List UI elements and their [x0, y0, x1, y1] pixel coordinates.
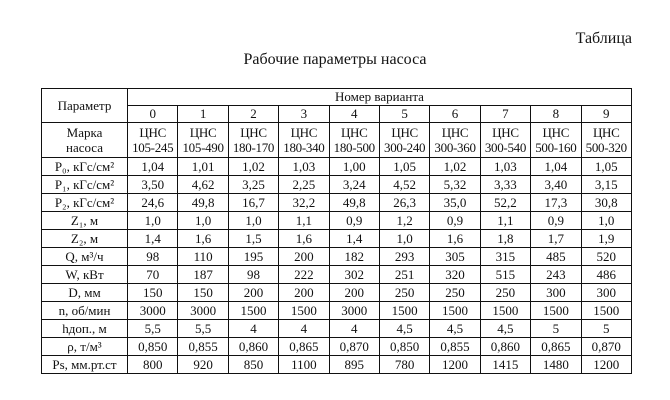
brand-cell	[379, 123, 429, 158]
variant-number-cell: 8	[531, 106, 581, 123]
table-cell: 0,860	[480, 338, 530, 356]
table-cell: 0,865	[279, 338, 329, 356]
table-cell: 3,33	[480, 176, 530, 194]
table-cell: 520	[581, 248, 631, 266]
table-cell: 98	[228, 266, 278, 284]
table-cell: 1,02	[228, 158, 278, 176]
brand-model: 300-360	[434, 140, 476, 155]
brand-prefix: ЦНС	[592, 125, 620, 140]
row-label: ρ, т/м³	[42, 338, 128, 356]
brand-model: 105-490	[182, 140, 224, 155]
table-cell: 0,870	[329, 338, 379, 356]
table-cell: 4	[279, 320, 329, 338]
table-cell: 0,860	[228, 338, 278, 356]
table-cell: 0,870	[581, 338, 631, 356]
table-cell: 0,9	[531, 212, 581, 230]
table-cell: 293	[379, 248, 429, 266]
table-cell: 0,850	[379, 338, 429, 356]
table-cell: 200	[279, 284, 329, 302]
table-cell: 250	[480, 284, 530, 302]
variant-number-cell: 5	[379, 106, 429, 123]
table-label: Таблица	[575, 30, 632, 47]
table-cell: 2,25	[279, 176, 329, 194]
table-cell: 200	[228, 284, 278, 302]
table-cell: 222	[279, 266, 329, 284]
table-cell: 49,8	[329, 194, 379, 212]
variant-number-cell: 7	[480, 106, 530, 123]
table-cell: 895	[329, 356, 379, 374]
table-cell: 1,00	[329, 158, 379, 176]
table-cell: 3000	[329, 302, 379, 320]
table-cell: 0,855	[178, 338, 228, 356]
table-cell: 4,62	[178, 176, 228, 194]
table-cell: 1,6	[178, 230, 228, 248]
table-cell: 150	[128, 284, 178, 302]
table-cell: 250	[430, 284, 480, 302]
table-cell: 70	[128, 266, 178, 284]
table-cell: 3,40	[531, 176, 581, 194]
table-cell: 250	[379, 284, 429, 302]
variant-number-cell: 1	[178, 106, 228, 123]
table-cell: 1500	[279, 302, 329, 320]
table-cell: 17,3	[531, 194, 581, 212]
table-cell: 1,8	[480, 230, 530, 248]
table-cell: 3000	[128, 302, 178, 320]
table-cell: 1,04	[531, 158, 581, 176]
table-cell: 16,7	[228, 194, 278, 212]
table-cell: 0,9	[430, 212, 480, 230]
table-cell: 35,0	[430, 194, 480, 212]
row-label: P₁, кГс/см²	[42, 176, 128, 194]
brand-label-line2: насоса	[65, 140, 104, 155]
table-cell: 0,9	[329, 212, 379, 230]
table-row	[42, 356, 632, 374]
table-cell: 800	[128, 356, 178, 374]
table-cell: 200	[279, 248, 329, 266]
table-cell: 1,04	[128, 158, 178, 176]
table-cell: 1500	[228, 302, 278, 320]
table-cell: 4,5	[379, 320, 429, 338]
table-cell: 1,03	[480, 158, 530, 176]
brand-model: 300-240	[384, 140, 426, 155]
variant-number-cell: 3	[279, 106, 329, 123]
table-cell: 1,05	[581, 158, 631, 176]
table-cell: 182	[329, 248, 379, 266]
table-cell: 52,2	[480, 194, 530, 212]
table-cell: 780	[379, 356, 429, 374]
table-cell: 1,4	[329, 230, 379, 248]
brand-prefix: ЦНС	[441, 125, 469, 140]
brand-model: 180-170	[232, 140, 275, 155]
variant-number-cell: 9	[581, 106, 631, 123]
table-cell: 150	[178, 284, 228, 302]
table-row	[42, 194, 632, 212]
table-cell: 243	[531, 266, 581, 284]
brand-model: 105-245	[132, 140, 174, 155]
table-cell: 3,25	[228, 176, 278, 194]
table-cell: 3,50	[128, 176, 178, 194]
table-cell: 485	[531, 248, 581, 266]
brand-cell	[279, 123, 329, 158]
table-cell: 26,3	[379, 194, 429, 212]
brand-prefix: ЦНС	[340, 125, 368, 140]
table-cell: 4	[329, 320, 379, 338]
table-cell: 515	[480, 266, 530, 284]
row-label: P₂, кГс/см²	[42, 194, 128, 212]
table-cell: 1500	[379, 302, 429, 320]
brand-prefix: ЦНС	[290, 125, 318, 140]
table-cell: 486	[581, 266, 631, 284]
param-header: Параметр	[42, 89, 128, 123]
table-cell: 1500	[480, 302, 530, 320]
table-cell: 5	[581, 320, 631, 338]
brand-cell	[480, 123, 530, 158]
table-row	[42, 176, 632, 194]
table-cell: 5,32	[430, 176, 480, 194]
brand-label	[42, 123, 128, 158]
table-row	[42, 320, 632, 338]
table-cell: 32,2	[279, 194, 329, 212]
table-cell: 5,5	[128, 320, 178, 338]
table-cell: 1500	[531, 302, 581, 320]
table-cell: 1,9	[581, 230, 631, 248]
table-row	[42, 230, 632, 248]
table-cell: 1,0	[128, 212, 178, 230]
table-cell: 200	[329, 284, 379, 302]
table-cell: 24,6	[128, 194, 178, 212]
table-cell: 1,02	[430, 158, 480, 176]
table-cell: 5	[531, 320, 581, 338]
table-cell: 1,6	[279, 230, 329, 248]
brand-cell	[531, 123, 581, 158]
brand-prefix: ЦНС	[542, 125, 570, 140]
table-cell: 1,01	[178, 158, 228, 176]
brand-cell	[430, 123, 480, 158]
table-cell: 1,6	[430, 230, 480, 248]
row-label: Z₂, м	[42, 230, 128, 248]
variant-number-cell: 4	[329, 106, 379, 123]
table-row	[42, 212, 632, 230]
table-cell: 1,0	[178, 212, 228, 230]
table-row	[42, 338, 632, 356]
brand-model: 500-320	[585, 140, 627, 155]
table-cell: 3000	[178, 302, 228, 320]
row-label: n, об/мин	[42, 302, 128, 320]
brand-prefix: ЦНС	[391, 125, 418, 140]
table-cell: 305	[430, 248, 480, 266]
brand-prefix: ЦНС	[139, 125, 166, 140]
table-cell: 251	[379, 266, 429, 284]
table-cell: 920	[178, 356, 228, 374]
table-cell: 300	[581, 284, 631, 302]
row-label: Q, м³/ч	[42, 248, 128, 266]
brand-model: 180-500	[333, 140, 375, 155]
brand-model: 300-540	[484, 140, 527, 155]
table-cell: 300	[531, 284, 581, 302]
table-cell: 1,1	[480, 212, 530, 230]
table-cell: 1200	[430, 356, 480, 374]
row-label: P₀, кГс/см²	[42, 158, 128, 176]
table-cell: 320	[430, 266, 480, 284]
table-row	[42, 302, 632, 320]
brand-cell	[178, 123, 228, 158]
table-cell: 0,865	[531, 338, 581, 356]
table-cell: 1500	[581, 302, 631, 320]
pump-brand-row	[42, 123, 632, 158]
brand-model: 180-340	[283, 140, 325, 155]
brand-cell	[581, 123, 631, 158]
variant-numbers-row	[42, 106, 632, 123]
table-cell: 4,5	[480, 320, 530, 338]
page-title: Рабочие параметры насоса	[243, 51, 427, 68]
pump-parameters-table	[41, 88, 632, 374]
table-cell: 4,52	[379, 176, 429, 194]
table-cell: 1,0	[379, 230, 429, 248]
variant-header: Номер варианта	[128, 89, 632, 106]
row-label: W, кВт	[42, 266, 128, 284]
row-label: D, мм	[42, 284, 128, 302]
row-label: hдоп., м	[42, 320, 128, 338]
table-cell: 1,4	[128, 230, 178, 248]
variant-number-cell: 0	[128, 106, 178, 123]
table-cell: 1,5	[228, 230, 278, 248]
table-cell: 0,855	[430, 338, 480, 356]
table-cell: 1,05	[379, 158, 429, 176]
brand-cell	[128, 123, 178, 158]
table-cell: 1100	[279, 356, 329, 374]
table-cell: 1480	[531, 356, 581, 374]
table-cell: 1,03	[279, 158, 329, 176]
brand-cell	[228, 123, 278, 158]
table-cell: 0,850	[128, 338, 178, 356]
table-cell: 3,24	[329, 176, 379, 194]
table-cell: 49,8	[178, 194, 228, 212]
table-cell: 315	[480, 248, 530, 266]
table-cell: 195	[228, 248, 278, 266]
table-row	[42, 248, 632, 266]
table-cell: 110	[178, 248, 228, 266]
table-cell: 98	[128, 248, 178, 266]
table-row	[42, 266, 632, 284]
table-cell: 1200	[581, 356, 631, 374]
brand-label-line1: Марка	[66, 125, 103, 140]
variant-number-cell: 6	[430, 106, 480, 123]
row-label: Z₁, м	[42, 212, 128, 230]
brand-prefix: ЦНС	[189, 125, 217, 140]
table-cell: 187	[178, 266, 228, 284]
table-cell: 30,8	[581, 194, 631, 212]
table-cell: 1,1	[279, 212, 329, 230]
table-cell: 5,5	[178, 320, 228, 338]
table-cell: 1415	[480, 356, 530, 374]
brand-prefix: ЦНС	[240, 125, 267, 140]
table-cell: 302	[329, 266, 379, 284]
table-cell: 4	[228, 320, 278, 338]
table-row	[42, 158, 632, 176]
variant-number-cell: 2	[228, 106, 278, 123]
table-cell: 1,7	[531, 230, 581, 248]
brand-cell	[329, 123, 379, 158]
table-cell: 4,5	[430, 320, 480, 338]
table-cell: 1,2	[379, 212, 429, 230]
table-cell: 1500	[430, 302, 480, 320]
table-cell: 1,0	[228, 212, 278, 230]
brand-model: 500-160	[535, 140, 577, 155]
table-cell: 850	[228, 356, 278, 374]
brand-prefix: ЦНС	[492, 125, 519, 140]
row-label: Ps, мм.рт.ст	[42, 356, 128, 374]
table-cell: 1,0	[581, 212, 631, 230]
table-cell: 3,15	[581, 176, 631, 194]
table-row	[42, 284, 632, 302]
